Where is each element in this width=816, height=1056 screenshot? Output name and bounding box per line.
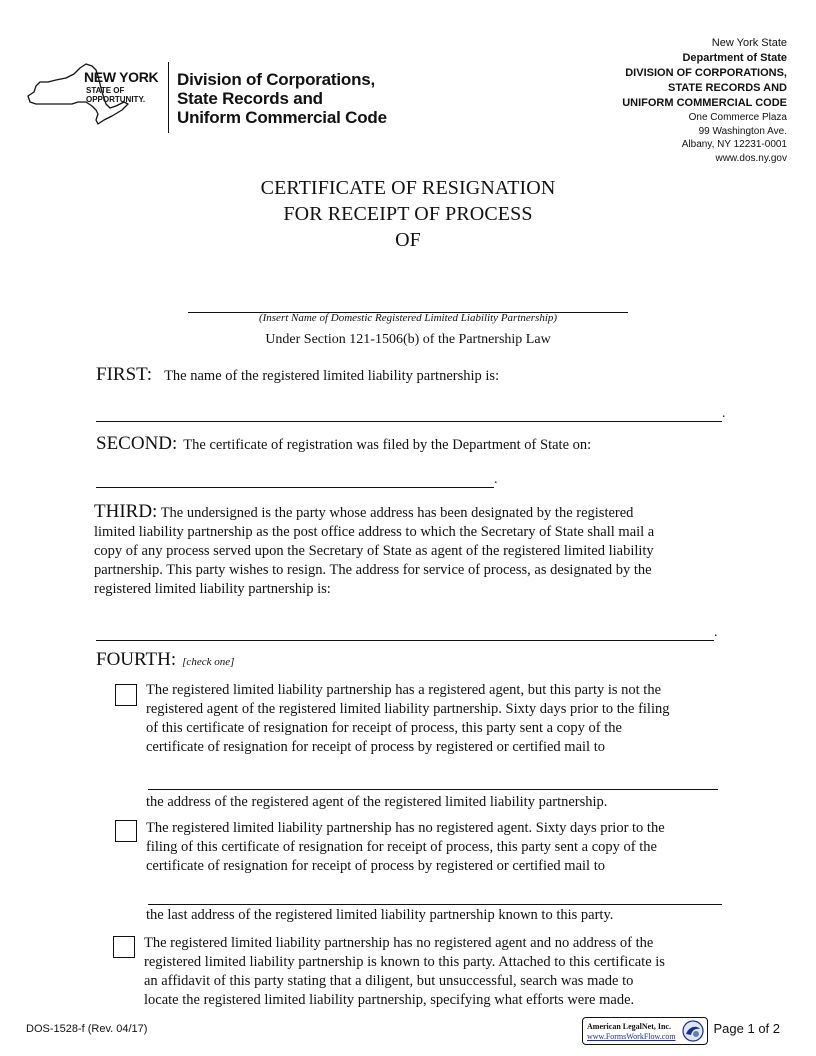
form-identifier: DOS-1528-f (Rev. 04/17) (26, 1023, 148, 1035)
period-mark: . (722, 406, 726, 421)
logo-state-name: NEW YORK (84, 69, 159, 85)
third-section: THIRD: The undersigned is the party whose address has been designated by the registered limited liability partnership as the post office address to which the Secretary of State shall mail a copy of any process served upon the Secretary of State as agent of the registered limited liability partnership. This party wishes to resign. The address for service of process, as designated by the registered limited liability partnership is: (94, 501, 655, 597)
badge-url[interactable]: www.FormsWorkFlow.com (587, 1032, 676, 1041)
second-label: SECOND: (96, 433, 178, 454)
fourth-section (96, 649, 234, 671)
period-mark: . (714, 625, 718, 640)
division-name: Division of Corporations, State Records and Uniform Commercial Code (177, 70, 387, 127)
statutory-reference: Under Section 121-1506(b) of the Partnership Law (265, 332, 551, 347)
option-2-caption: the last address of the registered limited liability partnership known to this party. (146, 907, 614, 923)
formsworkflow-logo-icon (682, 1020, 704, 1042)
option-2-checkbox[interactable] (115, 820, 137, 842)
second-text: The certificate of registration was filed by the Department of State on: (183, 437, 592, 453)
filing-date-line[interactable] (96, 487, 494, 488)
partnership-name-line[interactable] (96, 421, 722, 422)
check-one-hint: [check one] (182, 656, 235, 668)
document-title: CERTIFICATE OF RESIGNATION FOR RECEIPT OF PROCESS OF (260, 177, 556, 251)
badge-company: American LegalNet, Inc. (587, 1022, 671, 1031)
option-3-checkbox[interactable] (113, 936, 135, 958)
american-legalnet-badge[interactable] (582, 1017, 708, 1045)
partnership-name-instruction: (Insert Name of Domestic Registered Limited Liability Partnership) (258, 312, 558, 324)
second-section (96, 433, 591, 455)
page-number: Page 1 of 2 (713, 1021, 780, 1036)
logo-divider (168, 62, 169, 133)
first-label: FIRST: (96, 364, 153, 385)
period-mark: . (494, 472, 498, 487)
option-2-text: The registered limited liability partnership has no registered agent. Sixty days prior to the filing of this certificate of resignation for receipt of process, this party sent a copy of the certificate of resignation for receipt of process by registered or certified mail to (146, 820, 665, 874)
option-1-text: The registered limited liability partnership has a registered agent, but this party is not the registered agent of the registered limited liability partnership. Sixty days prior to the filing of this certificate of resignation for receipt of process, this party sent a copy of the certificate of resignation for receipt of process by registered or certified mail to (146, 682, 670, 755)
first-text: The name of the registered limited liability partnership is: (164, 368, 500, 384)
logo-tagline: STATE OF OPPORTUNITY. (86, 86, 146, 104)
option-1-caption: the address of the registered agent of the registered limited liability partnership. (146, 794, 608, 810)
first-section (96, 364, 499, 386)
option-1-checkbox[interactable] (115, 684, 137, 706)
fourth-label: FOURTH: (96, 649, 177, 670)
option-3-text: The registered limited liability partnership has no registered agent and no address of the registered limited liability partnership is known to this party. Attached to this certificate is an affidavit of this party stating that a diligent, but unsuccessful, search was made to locate the registered limited liability partnership, specifying what efforts were made. (144, 935, 665, 1008)
service-address-line[interactable] (96, 640, 714, 641)
last-known-address-line[interactable] (148, 904, 722, 905)
agent-address-line[interactable] (148, 789, 718, 790)
third-label: THIRD: (94, 501, 158, 522)
department-address-block: New York State Department of State DIVISION OF CORPORATIONS, STATE RECORDS AND UNIFORM COMMERCIAL CODE One Commerce Plaza 99 Washington Ave. Albany, NY 12231-0001 www.dos.ny.gov (622, 37, 787, 164)
